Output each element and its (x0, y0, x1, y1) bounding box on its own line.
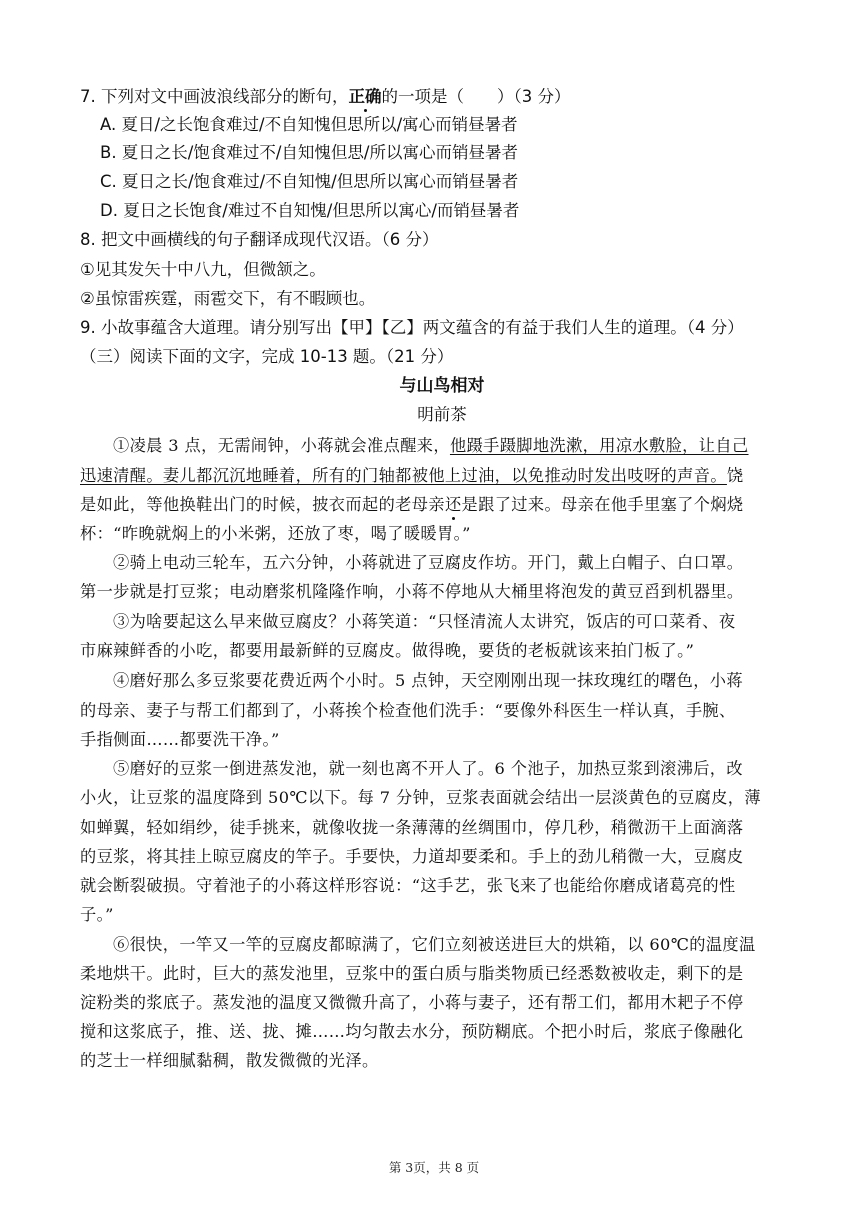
question-8-item-1: ①见其发矢十中八九，但微颔之。 (80, 260, 326, 279)
paragraph-4-line-2: 的母亲、妻子与帮工们都到了，小蒋挨个检查他们洗手：“要像外科医生一样认真，手腕、 (80, 701, 736, 720)
paragraph-5-line-3: 如蝉翼，轻如绢纱，徒手挑来，就像收拢一条薄薄的丝绸围巾，停几秒，稍微沥干上面滴落 (80, 818, 744, 837)
paragraph-1-line-1 (0, 436, 868, 456)
article-title: 与山鸟相对 (399, 376, 485, 396)
paragraph-5-line-1: ⑤磨好的豆浆一倒进蒸发池，就一刻也离不开人了。6 个池子，加热豆浆到滚沸后，改 (113, 759, 743, 778)
paragraph-3-line-1: ③为啥要起这么早来做豆腐皮？小蒋笑道：“只怪清流人太讲究，饭店的可口菜肴、夜 (113, 612, 736, 631)
paragraph-6-line-1: ⑥很快，一竿又一竿的豆腐皮都晾满了，它们立刻被送进巨大的烘箱，以 60℃的温度温 (113, 935, 756, 954)
section-3-heading: （三）阅读下面的文字，完成 10-13 题。（21 分） (80, 347, 454, 366)
option-d: D. 夏日之长饱食/难过不自知愧/但思所以寓心/而销昼暑者 (100, 201, 520, 220)
paragraph-1-line-4: 杯：“昨晚就焖上的小米粥，还放了枣，喝了暖暖胃。” (80, 524, 471, 543)
paragraph-5-line-2: 小火，让豆浆的温度降到 50℃以下。每 7 分钟，豆浆表面就会结出一层淡黄色的豆腐皮，薄 (80, 788, 761, 807)
article-author: 明前茶 (417, 405, 467, 424)
page-footer: 第 3页，共 8 页 (388, 1160, 480, 1175)
question-7-emphasis: 正确 (348, 87, 382, 106)
paragraph-3-line-2: 市麻辣鲜香的小吃，都要用最新鲜的豆腐皮。做得晚，要货的老板就该来拍门板了。” (80, 641, 695, 660)
paragraph-5-line-4: 的豆浆，将其挂上晾豆腐皮的竿子。手要快，力道却要柔和。手上的劲儿稍微一大，豆腐皮 (80, 847, 744, 866)
paragraph-6-line-3: 淀粉类的浆底子。蒸发池的温度又微微升高了，小蒋与妻子，还有帮工们，都用木耙子不停 (80, 993, 744, 1012)
option-a: A. 夏日/之长饱食难过/不自知愧但思所以/寓心而销昼暑者 (100, 115, 518, 134)
paragraph-6-line-5: 的芝士一样细腻黏稠，散发微微的光泽。 (80, 1051, 379, 1070)
paragraph-4-line-1: ④磨好那么多豆浆要花费近两个小时。5 点钟，天空刚刚出现一抹玫瑰红的曙色，小蒋 (113, 671, 743, 690)
paragraph-6-line-2: 柔地烘干。此时，巨大的蒸发池里，豆浆中的蛋白质与脂类物质已经悉数被收走，剩下的是 (80, 964, 744, 983)
paragraph-2-line-2: 第一步就是打豆浆；电动磨浆机隆隆作响，小蒋不停地从大桶里将泡发的黄豆舀到机器里。 (80, 582, 744, 601)
p1-text-3b: 是跟了过来。母亲在他手里塞了个焖烧 (461, 495, 744, 514)
p1-underlined-text: 他蹑手蹑脚地洗漱，用凉水敷脸，让自己 (449, 436, 749, 455)
p1-dotted-char: 还 (444, 495, 462, 514)
question-8: 8. 把文中画横线的句子翻译成现代汉语。（6 分） (80, 230, 439, 249)
paragraph-1-line-3 (0, 495, 868, 515)
p1-text-3a: 是如此，等他换鞋出门的时候，披衣而起的老母亲 (80, 495, 445, 514)
question-9: 9. 小故事蕴含大道理。请分别写出【甲】【乙】两文蕴含的有益于我们人生的道理。（4 分） (80, 318, 744, 337)
p1-text: ①凌晨 3 点，无需闹钟，小蒋就会准点醒来， (113, 436, 450, 455)
question-7-prefix: 7. 下列对文中画波浪线部分的断句， (80, 87, 349, 106)
paragraph-5-line-5: 就会断裂破损。守着池子的小蒋这样形容说：“这手艺，张飞来了也能给你磨成诸葛亮的性 (80, 876, 736, 895)
p1-underlined-text-2: 迅速清醒。妻儿都沉沉地睡着，所有的门轴都被他上过油，以免推动时发出吱呀的声音。 (80, 466, 727, 485)
paragraph-2-line-1: ②骑上电动三轮车，五六分钟，小蒋就进了豆腐皮作坊。开门，戴上白帽子、白口罩。 (113, 553, 744, 572)
paragraph-6-line-4: 搅和这浆底子，推、送、拢、摊……均匀散去水分，预防糊底。个把小时后，浆底子像融化 (80, 1022, 744, 1041)
question-7-suffix: 的一项是（ ）（3 分） (381, 87, 571, 106)
question-7 (0, 87, 868, 107)
paragraph-1-line-2 (0, 466, 868, 486)
option-b: B. 夏日之长/饱食难过不/自知愧但思/所以寓心而销昼暑者 (100, 143, 518, 162)
paragraph-4-line-3: 手指侧面……都要洗干净。” (80, 730, 280, 749)
paragraph-5-line-6: 子。” (80, 905, 114, 924)
question-8-item-2: ②虽惊雷疾霆，雨雹交下，有不暇顾也。 (80, 289, 376, 308)
p1-text-2: 饶 (726, 466, 744, 485)
option-c: C. 夏日之长/饱食难过/不自知愧/但思所以寓心而销昼暑者 (100, 172, 519, 191)
